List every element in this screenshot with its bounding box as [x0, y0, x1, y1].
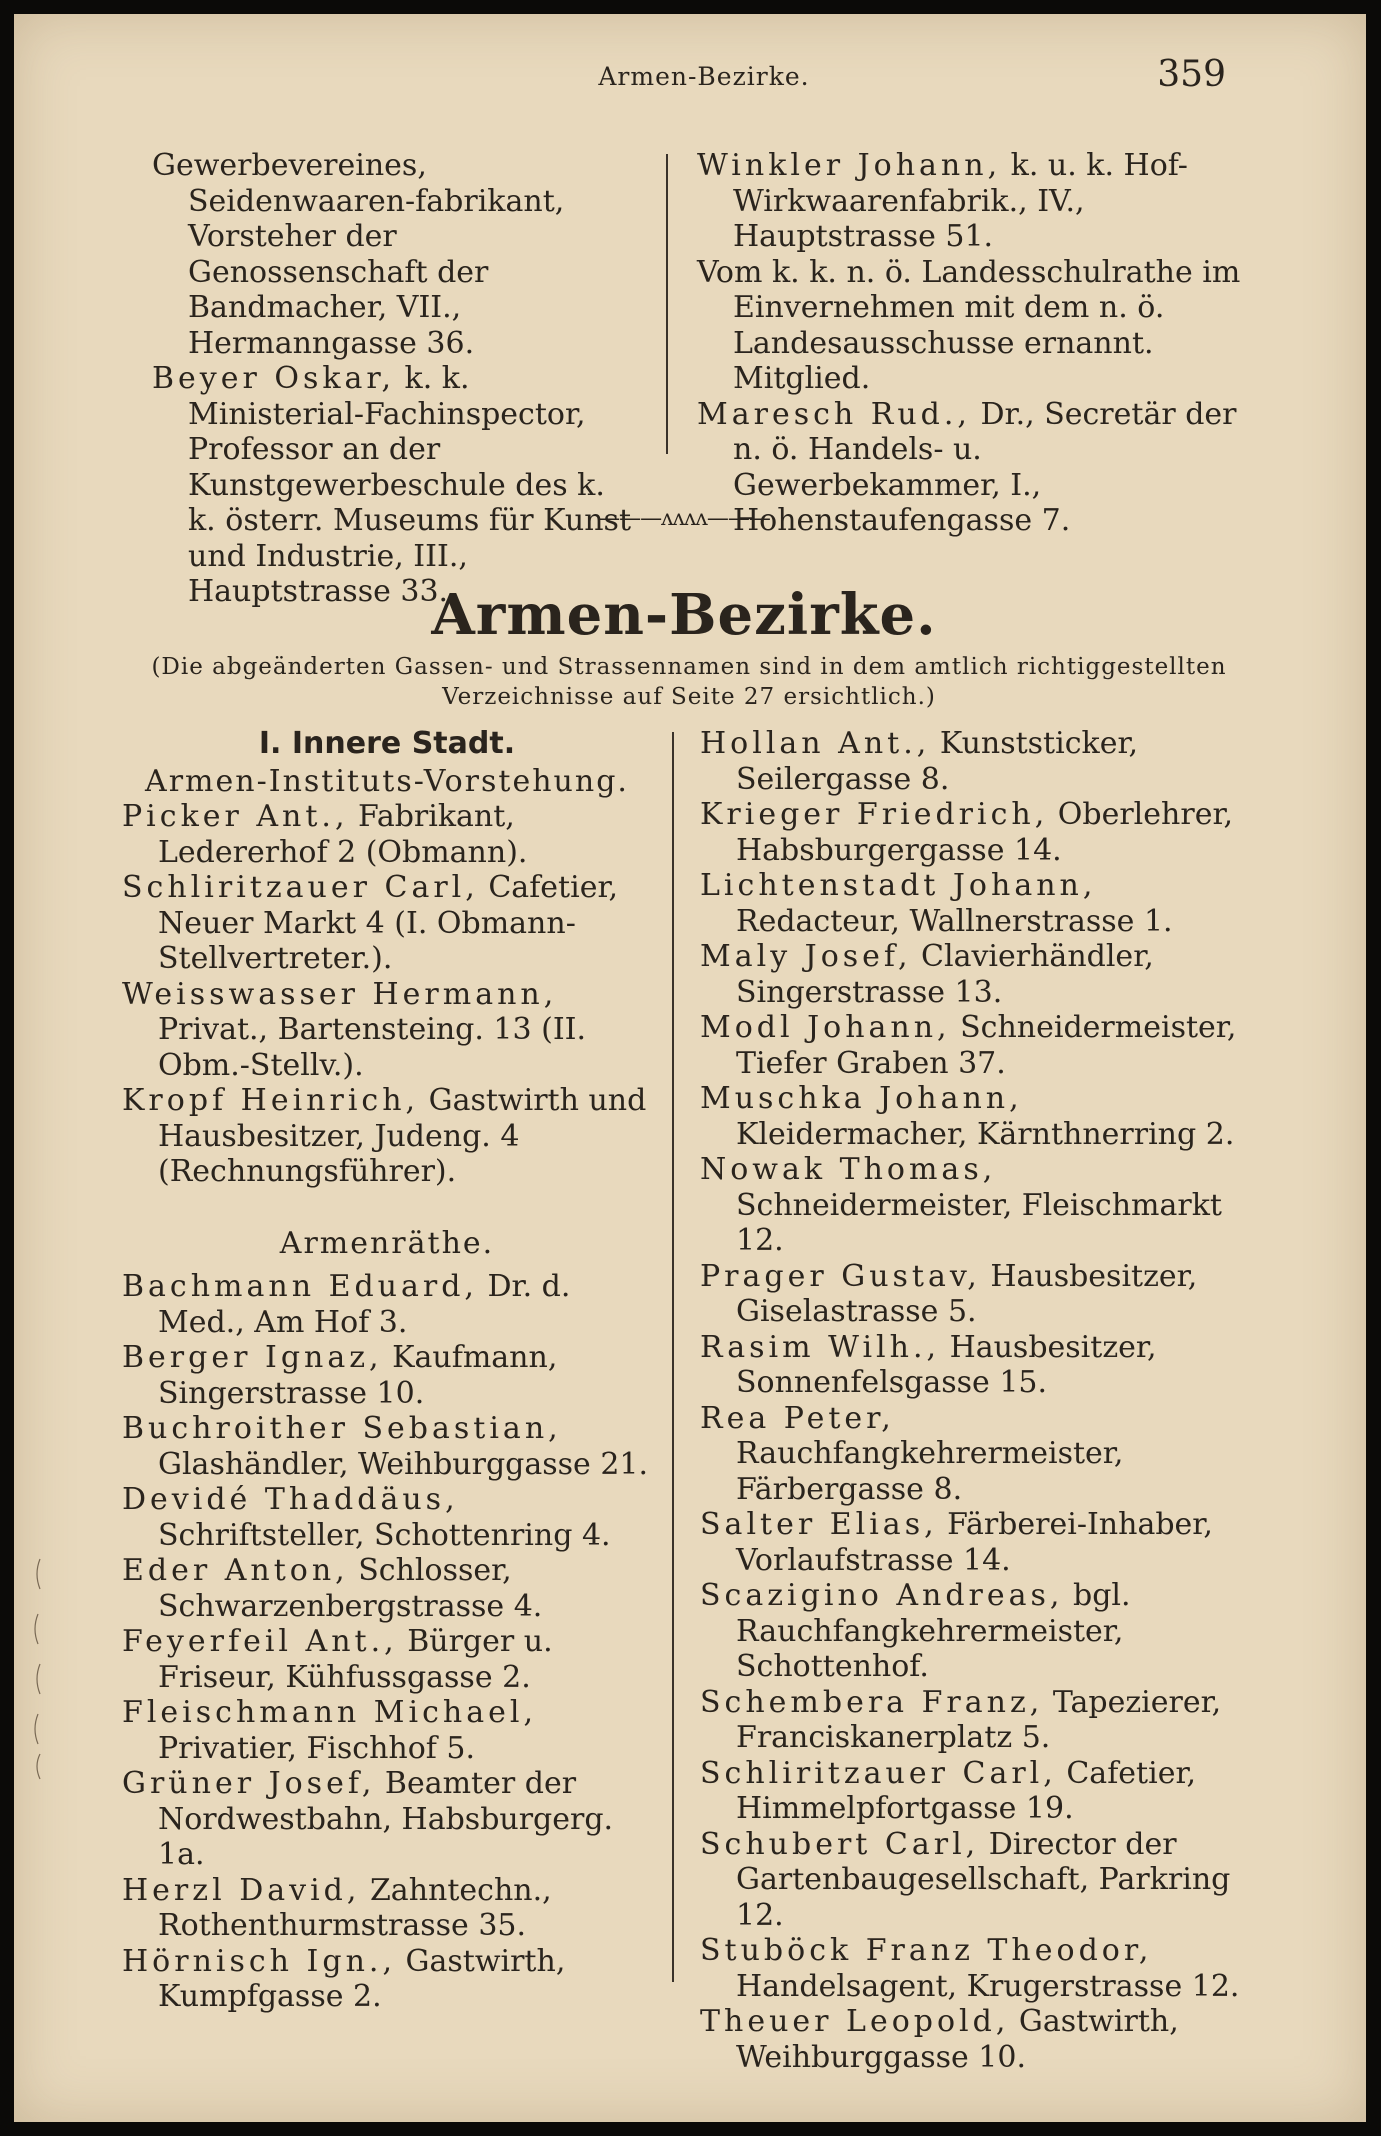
entry — [700, 1081, 1250, 1152]
entry-name: Schliritzauer Carl, — [122, 870, 479, 905]
entry-text: Schneidermeister, Fleischmarkt 12. — [736, 1187, 1222, 1258]
entry — [700, 1010, 1250, 1081]
entry — [700, 1507, 1250, 1578]
entry-name: Stuböck Franz Theodor, — [700, 1933, 1153, 1968]
entry-text: Cafetier, Himmelpfortgasse 19. — [736, 1755, 1197, 1826]
entry-name: Maresch Rud., — [697, 396, 971, 432]
entry-text: Beamter der Nordwestbahn, Habsburgerg. 1a. — [158, 1766, 614, 1872]
entry-text: Hausbesitzer, Giselastrasse 5. — [736, 1258, 1198, 1329]
top-right-column — [697, 148, 1242, 539]
entry — [700, 1578, 1250, 1685]
entry — [700, 1152, 1250, 1259]
ornament-divider: ———ᴧᴧᴧᴧ——— — [598, 506, 770, 531]
bottom-right-column — [700, 726, 1250, 2075]
entry — [700, 797, 1250, 868]
entry-text: k. k. Ministerial-Fachinspector, Professor an der Kunstgewerbeschule des k. k. österr. Museums für Kunst und Industrie, III., Hauptstrasse 33. — [188, 361, 632, 609]
entry-text: Gastwirth und Hausbesitzer, Judeng. 4 (Rechnungsführer). — [158, 1083, 647, 1189]
entry-text: bgl. Rauchfangkehrermeister, Schottenhof. — [736, 1578, 1131, 1684]
entry-name: Winkler Johann, — [697, 148, 1002, 183]
entry-name: Bachmann Eduard, — [122, 1269, 478, 1304]
entry-text: Oberlehrer, Habsburgergasse 14. — [736, 797, 1234, 868]
entry-name: Feyerfeil Ant., — [122, 1624, 398, 1659]
entry-name: Schembera Franz, — [700, 1684, 1044, 1720]
entry-name: Salter Elias, — [700, 1507, 938, 1542]
entry-name: Krieger Friedrich, — [700, 797, 1049, 832]
entry-continuation: Gewerbevereines, Seidenwaaren-fabrikant, Vorsteher der Genossenschaft der Bandmacher, VII., Hermanngasse 36. — [152, 148, 565, 361]
entry — [700, 1685, 1250, 1756]
entry — [700, 1259, 1250, 1330]
entry-text: Schlosser, Schwarzenbergstrasse 4. — [158, 1553, 543, 1624]
section-title: Armen-Bezirke. — [431, 582, 937, 648]
entry-text: Glashändler, Weihburggasse 21. — [158, 1446, 649, 1482]
section-note: (Die abgeänderten Gassen- und Strassennamen sind in dem amtlich richtiggestellten Verzeichnisse auf Seite 27 ersichtlich.) — [151, 654, 1227, 710]
entry-name: Schubert Carl, — [700, 1826, 980, 1862]
entry-text: Bürger u. Friseur, Kühfussgasse 2. — [158, 1624, 553, 1695]
entry-text: Vom k. k. n. ö. Landesschulrathe im Einvernehmen mit dem n. ö. Landesausschusse ernannt. Mitglied. — [697, 254, 1241, 396]
spacer — [122, 1190, 652, 1226]
entry-text: Redacteur, Wallnerstrasse 1. — [736, 903, 1173, 939]
entry-text: Färberei-Inhaber, Vorlaufstrasse 14. — [736, 1507, 1213, 1578]
entry-name: Modl Johann, — [700, 1010, 951, 1045]
entry — [122, 870, 652, 977]
entry — [700, 868, 1250, 939]
column-divider-top — [666, 154, 668, 454]
entry-name: Grüner Josef, — [122, 1766, 376, 1801]
entry — [122, 1269, 652, 1340]
entry-text: Cafetier, Neuer Markt 4 (I. Obmann-Stellvertreter.). — [158, 870, 619, 976]
running-head: Armen-Bezirke. — [598, 62, 810, 91]
entry-text: Gastwirth, Weihburggasse 10. — [736, 2004, 1179, 2075]
entry — [122, 1695, 652, 1766]
entry-name: Picker Ant., — [122, 799, 349, 834]
entry-text: Handelsagent, Krugerstrasse 12. — [736, 1968, 1240, 2004]
institute-heading: Armen-Instituts-Vorstehung. — [145, 763, 629, 799]
entry — [697, 255, 1242, 397]
entry-text: Kleidermacher, Kärnthnerring 2. — [736, 1116, 1235, 1152]
entry-text: Clavierhändler, Singerstrasse 13. — [736, 939, 1154, 1010]
entry-name: Maly Josef, — [700, 939, 912, 974]
spacer — [122, 1261, 652, 1269]
entry-text: Schriftsteller, Schottenring 4. — [158, 1517, 611, 1553]
entry-name: Kropf Heinrich, — [122, 1083, 420, 1118]
entry-text: Privat., Bartensteing. 13 (II. Obm.-Stellv.). — [158, 1012, 587, 1083]
pencil-mark-icon — [28, 1554, 48, 1784]
top-left-column — [152, 148, 642, 610]
entry-text: Fabrikant, Ledererhof 2 (Obmann). — [158, 799, 528, 870]
entry-name: Devidé Thaddäus, — [122, 1482, 459, 1517]
entry-name: Beyer Oskar, — [152, 361, 396, 396]
entry — [700, 2004, 1250, 2075]
entry-name: Lichtenstadt Johann, — [700, 868, 1097, 903]
entry — [152, 361, 642, 610]
entry — [122, 799, 652, 870]
council-heading: Armenräthe. — [279, 1225, 495, 1261]
entry — [122, 1340, 652, 1411]
entry-name: Theuer Leopold, — [700, 2004, 1010, 2039]
entry-text: Director der Gartenbaugesellschaft, Parkring 12. — [736, 1826, 1231, 1933]
entry-name: Rasim Wilh., — [700, 1329, 941, 1365]
entry — [122, 1482, 652, 1553]
entry-text: Schneidermeister, Tiefer Graben 37. — [736, 1010, 1237, 1081]
entry-text: Dr. d. Med., Am Hof 3. — [158, 1269, 571, 1340]
district-heading: I. Innere Stadt. — [258, 726, 516, 761]
entry-name: Hollan Ant., — [700, 726, 931, 761]
entry — [697, 148, 1242, 255]
bottom-left-column — [122, 726, 652, 2015]
entry-name: Buchroither Sebastian, — [122, 1411, 562, 1446]
entry-name: Berger Ignaz, — [122, 1340, 383, 1375]
entry-text: Zahntechn., Rothenthurmstrasse 35. — [158, 1872, 552, 1943]
entry-text: k. u. k. Hof-Wirkwaarenfabrik., IV., Hauptstrasse 51. — [733, 148, 1188, 254]
entry — [122, 1553, 652, 1624]
entry-text: Dr., Secretär der n. ö. Handels- u. Gewerbekammer, I., Hohenstaufengasse 7. — [733, 396, 1237, 538]
entry — [700, 1827, 1250, 1934]
entry — [122, 1624, 652, 1695]
entry-text: Kunststicker, Seilergasse 8. — [736, 726, 1139, 797]
margin-pencil-marks — [28, 1554, 48, 1794]
entry — [122, 1873, 652, 1944]
entry-name: Nowak Thomas, — [700, 1152, 997, 1187]
entry — [122, 1083, 652, 1190]
entry — [700, 726, 1250, 797]
entry — [122, 1766, 652, 1873]
document-page — [14, 14, 1366, 2122]
entry-name: Weisswasser Hermann, — [122, 976, 558, 1012]
page-number: 359 — [1157, 54, 1226, 95]
entry-name: Scazigino Andreas, — [700, 1578, 1064, 1613]
entry-text: Kaufmann, Singerstrasse 10. — [158, 1340, 558, 1411]
entry-name: Eder Anton, — [122, 1553, 349, 1588]
entry — [700, 1756, 1250, 1827]
entry — [122, 1411, 652, 1482]
entry-name: Hörnisch Ign., — [122, 1943, 396, 1979]
entry — [700, 939, 1250, 1010]
entry-text: Privatier, Fischhof 5. — [158, 1730, 476, 1766]
entry-text: Hausbesitzer, Sonnenfelsgasse 15. — [736, 1329, 1157, 1400]
entry-name: Schliritzauer Carl, — [700, 1755, 1057, 1791]
entry-text: Rauchfangkehrermeister, Färbergasse 8. — [736, 1436, 1124, 1507]
entry-name: Muschka Johann, — [700, 1081, 1023, 1116]
entry-name: Fleischmann Michael, — [122, 1695, 537, 1730]
entry-name: Rea Peter, — [700, 1400, 895, 1436]
entry-name: Prager Gustav, — [700, 1258, 981, 1294]
entry-name: Herzl David, — [122, 1872, 361, 1908]
entry — [700, 1330, 1250, 1401]
entry — [700, 1401, 1250, 1508]
entry — [122, 977, 652, 1084]
column-divider-bottom — [672, 732, 674, 1982]
entry — [122, 1944, 652, 2015]
entry-text: Gastwirth, Kumpfgasse 2. — [158, 1943, 566, 2014]
entry — [700, 1933, 1250, 2004]
entry-text: Tapezierer, Franciskanerplatz 5. — [736, 1684, 1222, 1755]
